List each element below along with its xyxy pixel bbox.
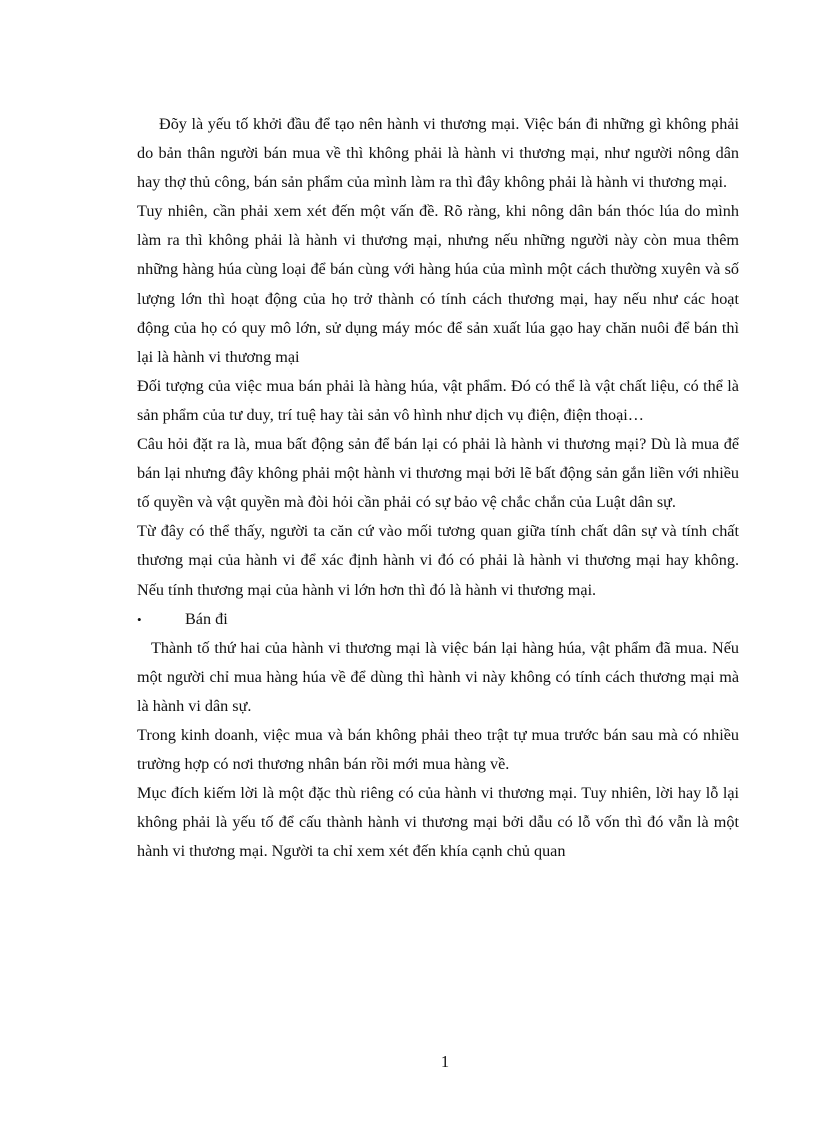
paragraph-5: Từ đây có thể thấy, người ta căn cứ vào mối tương quan giữa tính chất dân sự và tính chất thương mại của hành vi để xác định hành vi đó có phải là hành vi thương mại hay không. Nếu tính thương mại của hành vi lớn hơn thì đó là hành vi thương mại. bbox=[137, 522, 739, 599]
paragraph-7: Trong kinh doanh, việc mua và bán không phải theo trật tự mua trước bán sau mà có nhiều trường hợp có nơi thương nhân bán rồi mới mua hàng về. bbox=[137, 725, 739, 774]
paragraph-3: Đối tượng của việc mua bán phải là hàng húa, vật phẩm. Đó có thể là vật chất liệu, có thể là sản phẩm của tư duy, trí tuệ hay tài sản vô hình như dịch vụ điện, điện thoại… bbox=[137, 376, 739, 424]
bullet-text: Bán đi bbox=[185, 609, 228, 628]
paragraph-6: Thành tố thứ hai của hành vi thương mại là việc bán lại hàng húa, vật phẩm đã mua. Nếu một người chỉ mua hàng húa về để dùng thì hành vi này không có tính cách thương mại mà là hành vi dân sự. bbox=[137, 638, 739, 715]
paragraph-1: Đõy là yếu tố khởi đầu để tạo nên hành vi thương mại. Việc bán đi những gì không phải do bản thân người bán mua về thì không phải là hành vi thương mại, như người nông dân hay thợ thủ công, bán sản phẩm của mình làm ra thì đây không phải là hành vi thương mại. bbox=[137, 115, 739, 192]
paragraph-2: Tuy nhiên, cần phải xem xét đến một vấn đề. Rõ ràng, khi nông dân bán thóc lúa do mình làm ra thì không phải là hành vi thương mại, nhưng nếu những người này còn mua thêm những hàng húa cùng loại để bán cùng với hàng húa của mình một cách thường xuyên và số lượng lớn thì hoạt động của họ trở thành có tính cách thương mại, hay nếu như các hoạt động của họ có quy mô lớn, sử dụng máy móc để sản xuất lúa gạo hay chăn nuôi để bán thì lại là hành vi thương mại bbox=[137, 202, 739, 366]
paragraph-4: Câu hỏi đặt ra là, mua bất động sản để bán lại có phải là hành vi thương mại? Dù là mua để bán lại nhưng đây không phải một hành vi thương mại bởi lẽ bất động sản gắn liền với nhiều tố quyền và vật quyền mà đòi hỏi cần phải có sự bảo vệ chắc chắn của Luật dân sự. bbox=[137, 435, 739, 512]
page-number: 1 bbox=[440, 1052, 450, 1071]
document-body bbox=[137, 110, 739, 866]
bullet-item bbox=[137, 605, 739, 634]
paragraph-8: Mục đích kiếm lời là một đặc thù riêng có của hành vi thương mại. Tuy nhiên, lời hay lỗ lại không phải là yếu tố để cấu thành hành vi thương mại bởi dẫu có lỗ vốn thì đó vẫn là một hành vi thương mại. Người ta chỉ xem xét đến khía cạnh chủ quan bbox=[137, 784, 739, 861]
bullet-icon: • bbox=[137, 611, 142, 627]
